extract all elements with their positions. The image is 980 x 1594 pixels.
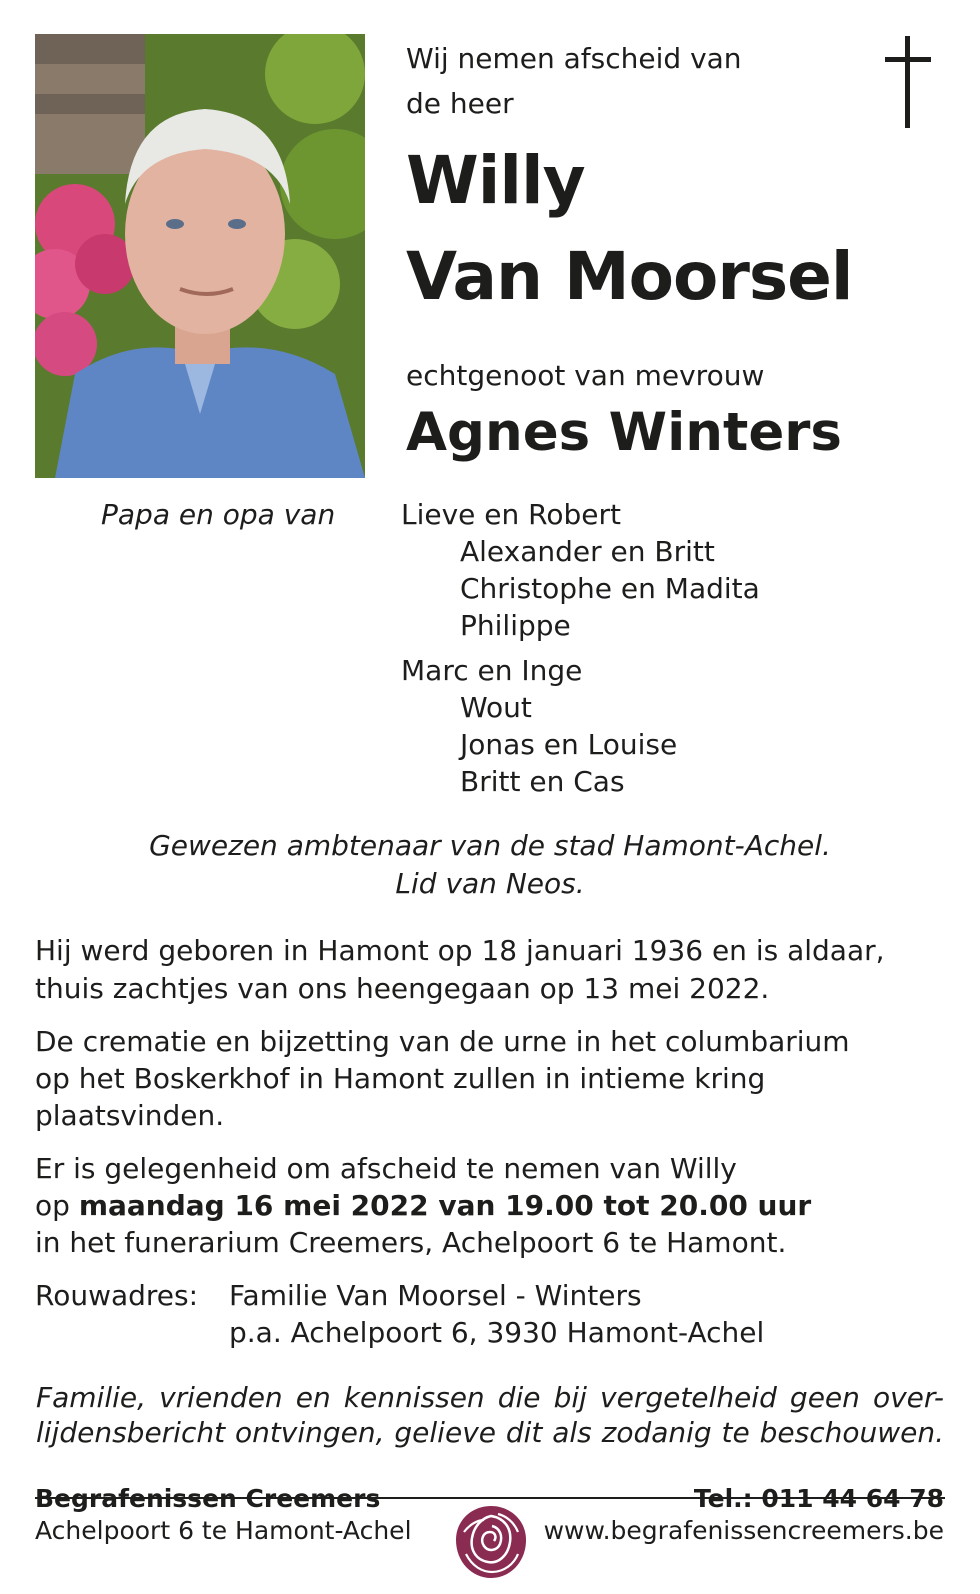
spouse-name: Agnes Winters: [406, 402, 842, 463]
cremation-line-2: op het Boskerkhof in Hamont zullen in intieme kring: [35, 1062, 766, 1095]
intro-line-1: Wij nemen afscheid van: [406, 42, 742, 75]
deceased-last-name: Van Moorsel: [406, 238, 853, 315]
family-parent-2: Marc en Inge: [401, 654, 583, 687]
visitation-prefix: op: [35, 1189, 79, 1222]
family-child: Jonas en Louise: [460, 728, 678, 761]
footer-company: Begrafenissen Creemers: [35, 1484, 381, 1513]
rose-logo: [452, 1502, 530, 1582]
visitation-line-1: Er is gelegenheid om afscheid te nemen van Willy: [35, 1152, 737, 1185]
address-label: Rouwadres:: [35, 1279, 199, 1312]
family-child: Philippe: [460, 609, 571, 642]
family-child: Christophe en Madita: [460, 572, 760, 605]
visitation-datetime: maandag 16 mei 2022 van 19.00 tot 20.00 uur: [78, 1189, 812, 1222]
role-line-1: Gewezen ambtenaar van de stad Hamont-Achel.: [149, 829, 831, 862]
role-line-2: Lid van Neos.: [395, 867, 585, 900]
visitation-line-2: [35, 1187, 811, 1224]
footer-company-address: Achelpoort 6 te Hamont-Achel: [35, 1516, 412, 1545]
address-line-2: p.a. Achelpoort 6, 3930 Hamont-Achel: [229, 1316, 765, 1349]
family-child: Alexander en Britt: [460, 535, 715, 568]
footer-phone: Tel.: 011 44 64 78: [693, 1484, 944, 1513]
cremation-line-1: De crematie en bijzetting van de urne in het columbarium: [35, 1025, 850, 1058]
spouse-intro: echtgenoot van mevrouw: [406, 359, 765, 392]
portrait-photo: [35, 34, 365, 478]
birth-line-2: thuis zachtjes van ons heengegaan op 13 mei 2022.: [35, 972, 770, 1005]
visitation-line-3: in het funerarium Creemers, Achelpoort 6 te Hamont.: [35, 1226, 787, 1259]
birth-line-1: Hij werd geboren in Hamont op 18 januari 1936 en is aldaar,: [35, 934, 885, 967]
family-parent-1: Lieve en Robert: [401, 498, 621, 531]
cross-icon: [885, 36, 931, 128]
address-line-1: Familie Van Moorsel - Winters: [229, 1279, 642, 1312]
family-label: Papa en opa van: [101, 498, 336, 531]
intro-line-2: de heer: [406, 87, 514, 120]
cremation-line-3: plaatsvinden.: [35, 1099, 225, 1132]
family-child: Wout: [460, 691, 532, 724]
notice-line-2: lijdensbericht ontvingen, gelieve dit als zodanig te beschouwen.: [36, 1416, 944, 1449]
deceased-first-name: Willy: [406, 142, 585, 219]
family-child: Britt en Cas: [460, 765, 625, 798]
footer-website: www.begrafenissencreemers.be: [543, 1516, 944, 1545]
notice-line-1: Familie, vrienden en kennissen die bij vergetelheid geen over-: [36, 1381, 944, 1414]
